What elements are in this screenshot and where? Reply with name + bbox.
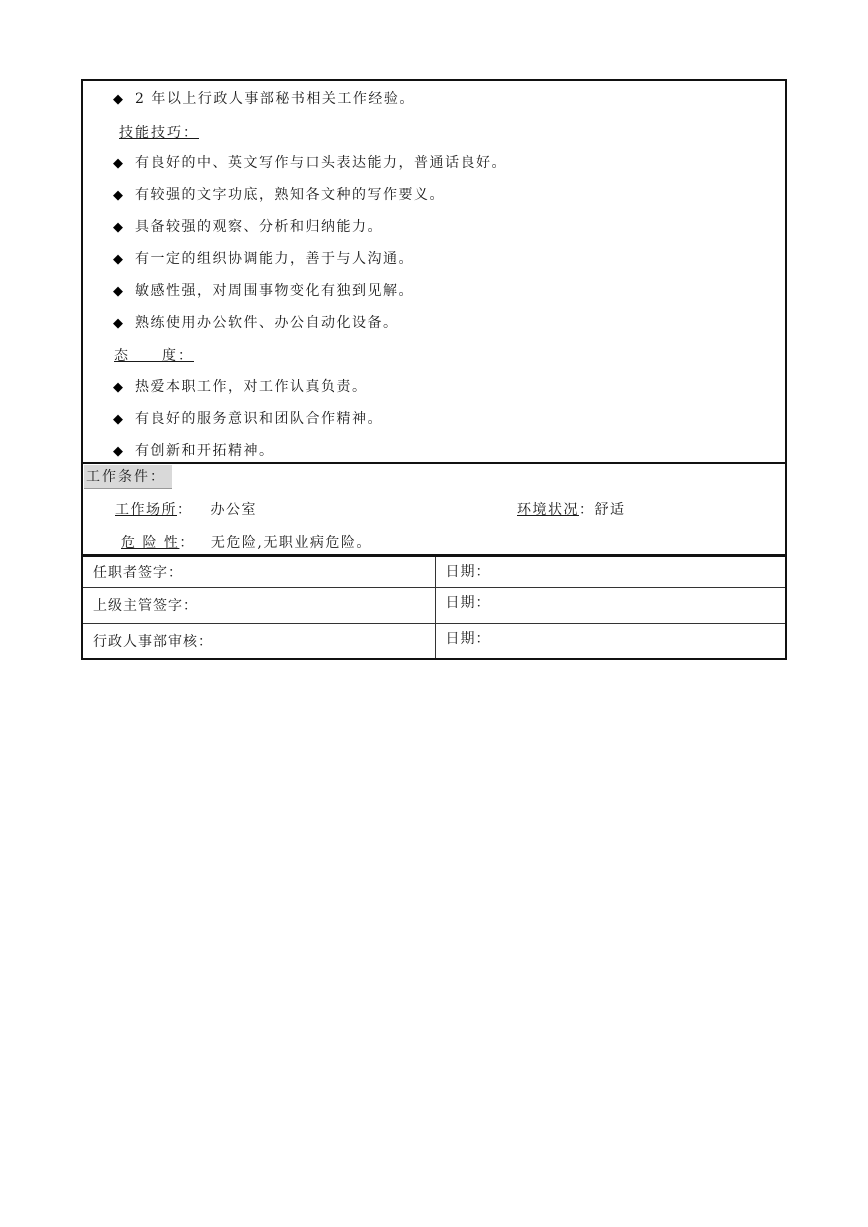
attitude-item: 有创新和开拓精神。 <box>135 443 275 459</box>
diamond-icon: ◆ <box>113 284 125 299</box>
signature-label: 任职者签字： <box>82 556 435 587</box>
attitude-item: 有良好的服务意识和团队合作精神。 <box>135 411 383 427</box>
environment <box>517 500 626 520</box>
environment-sep: ： <box>579 502 595 518</box>
diamond-icon: ◆ <box>113 444 125 459</box>
date-label: 日期： <box>435 623 786 659</box>
list-item <box>113 89 415 110</box>
experience-item: 2 年以上行政人事部秘书相关工作经验。 <box>135 91 415 107</box>
list-item <box>113 153 507 174</box>
date-label: 日期： <box>435 587 786 623</box>
list-item <box>113 409 383 430</box>
list-item <box>113 441 275 462</box>
list-item <box>113 185 445 206</box>
danger-value: 无危险,无职业病危险。 <box>210 535 372 551</box>
environment-value: 舒适 <box>594 502 626 518</box>
signature-label: 上级主管签字： <box>82 587 435 623</box>
danger <box>121 533 372 553</box>
skill-item: 有较强的文字功底，熟知各文种的写作要义。 <box>135 187 445 203</box>
diamond-icon: ◆ <box>113 156 125 171</box>
list-item <box>113 249 414 270</box>
signature-table <box>81 555 787 660</box>
list-item <box>113 281 414 302</box>
skill-item: 有一定的组织协调能力，善于与人沟通。 <box>135 251 414 267</box>
work-conditions-box <box>81 464 787 556</box>
table-row <box>82 623 786 659</box>
table-row <box>82 587 786 623</box>
signature-label: 行政人事部审核： <box>82 623 435 659</box>
environment-label: 环境状况 <box>517 502 579 518</box>
diamond-icon: ◆ <box>113 92 125 107</box>
work-conditions-title: 工作条件： <box>84 465 172 489</box>
table-row <box>82 556 786 587</box>
requirements-box <box>81 79 787 464</box>
work-place-value: 办公室 <box>210 502 257 518</box>
list-item <box>113 217 383 238</box>
danger-label: 危 险 性 <box>121 535 180 551</box>
attitude-item: 热爱本职工作，对工作认真负责。 <box>135 379 368 395</box>
diamond-icon: ◆ <box>113 188 125 203</box>
list-item <box>113 377 368 398</box>
skill-item: 具备较强的观察、分析和归纳能力。 <box>135 219 383 235</box>
danger-sep: ： <box>179 535 195 551</box>
diamond-icon: ◆ <box>113 252 125 267</box>
skills-heading: 技能技巧： <box>119 125 199 141</box>
diamond-icon: ◆ <box>113 380 125 395</box>
work-place-label: 工作场所 <box>115 502 177 518</box>
diamond-icon: ◆ <box>113 316 125 331</box>
skill-item: 熟练使用办公软件、办公自动化设备。 <box>135 315 399 331</box>
work-place <box>115 500 257 520</box>
attitude-heading: 态 度： <box>114 348 194 364</box>
skill-item: 有良好的中、英文写作与口头表达能力，普通话良好。 <box>135 155 507 171</box>
work-place-sep: ： <box>177 502 193 518</box>
date-label: 日期： <box>435 556 786 587</box>
skill-item: 敏感性强，对周围事物变化有独到见解。 <box>135 283 414 299</box>
diamond-icon: ◆ <box>113 412 125 427</box>
list-item <box>113 313 399 334</box>
diamond-icon: ◆ <box>113 220 125 235</box>
